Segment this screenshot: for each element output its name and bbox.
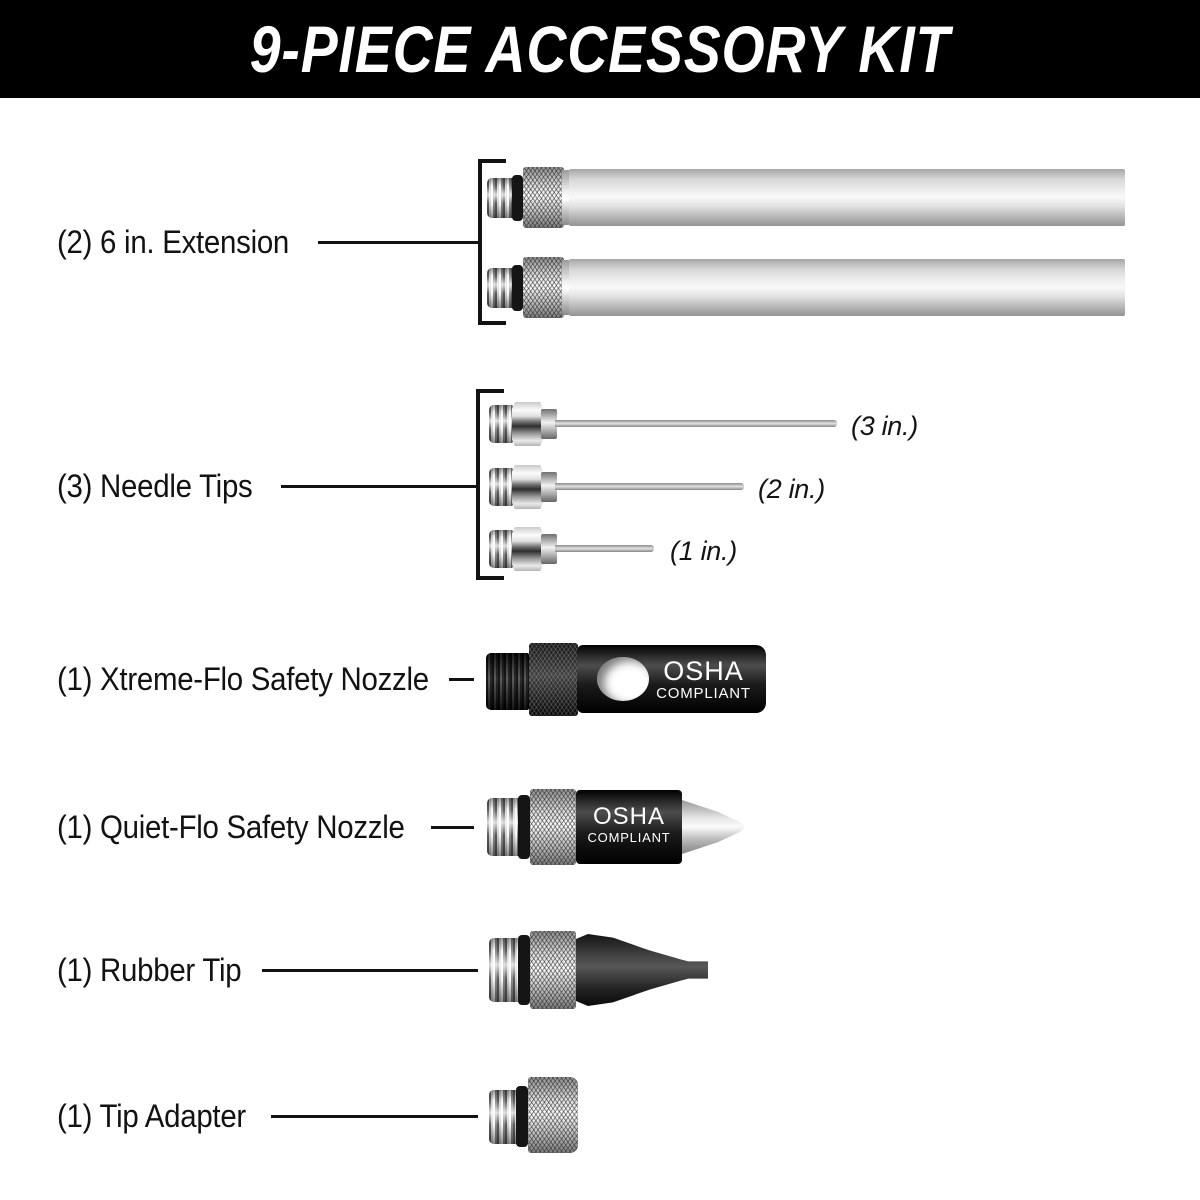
extension-1-o-ring bbox=[512, 175, 523, 221]
needle-3in-shaft bbox=[555, 420, 837, 427]
quiet-flo-osha-line1: OSHA bbox=[592, 803, 665, 830]
page-title: 9-PIECE ACCESSORY KIT bbox=[249, 12, 951, 86]
tip-adapter-label: (1) Tip Adapter bbox=[57, 1098, 246, 1134]
needle-tips-label: (3) Needle Tips bbox=[57, 468, 253, 504]
needle-1in-hex-nut bbox=[512, 527, 543, 571]
needle-3in-hex-nut bbox=[512, 402, 543, 446]
xtreme-flo-osha-line2: COMPLIANT bbox=[656, 685, 751, 702]
extension-1-thread-fitting bbox=[487, 178, 514, 218]
xtreme-flo-callout-line bbox=[449, 678, 474, 681]
xtreme-flo-thread-fitting bbox=[486, 653, 529, 710]
rubber-tip-cone bbox=[576, 934, 708, 1006]
xtreme-flo-osha-badge bbox=[646, 657, 761, 702]
needle-3in-thread-fitting bbox=[489, 405, 513, 443]
quiet-flo-osha-badge bbox=[578, 804, 680, 845]
extension-callout-line bbox=[318, 241, 478, 244]
rubber-tip-label: (1) Rubber Tip bbox=[57, 952, 242, 988]
header-banner bbox=[0, 0, 1200, 98]
quiet-flo-callout-line bbox=[431, 826, 474, 829]
needle-1in-shaft bbox=[555, 545, 654, 552]
needle-1in-size-note: (1 in.) bbox=[670, 536, 737, 566]
extension-1-tube-body bbox=[569, 169, 1125, 226]
extension-2-tube-body bbox=[569, 259, 1125, 316]
xtreme-flo-knurled-collar bbox=[529, 643, 578, 716]
extension-label: (2) 6 in. Extension bbox=[57, 224, 290, 260]
quiet-flo-cone-tip bbox=[682, 800, 744, 854]
quiet-flo-label: (1) Quiet-Flo Safety Nozzle bbox=[57, 809, 405, 845]
needle-1in-thread-fitting bbox=[489, 530, 513, 568]
xtreme-flo-label: (1) Xtreme-Flo Safety Nozzle bbox=[57, 661, 429, 697]
extension-2-knurled-collar bbox=[523, 257, 564, 318]
needle-3in-size-note: (3 in.) bbox=[851, 411, 918, 441]
needle-2in-thread-fitting bbox=[489, 468, 513, 506]
needle-2in-shaft bbox=[555, 483, 744, 490]
rubber-tip-callout-line bbox=[262, 969, 478, 972]
rubber-tip-thread-fitting bbox=[489, 938, 520, 1002]
needle-tips-callout-line bbox=[281, 485, 476, 488]
quiet-flo-osha-line2: COMPLIANT bbox=[587, 830, 671, 845]
extension-2-thread-fitting bbox=[487, 268, 514, 308]
tip-adapter-thread-fitting bbox=[489, 1090, 518, 1144]
tip-adapter-knurled-body bbox=[528, 1077, 578, 1153]
rubber-tip-knurled-collar bbox=[530, 931, 576, 1009]
quiet-flo-knurled-collar bbox=[530, 789, 576, 865]
extension-2-o-ring bbox=[512, 265, 523, 311]
xtreme-flo-side-hole bbox=[597, 657, 649, 701]
tip-adapter-o-ring bbox=[516, 1086, 528, 1147]
quiet-flo-thread-fitting bbox=[487, 798, 520, 856]
tip-adapter-callout-line bbox=[271, 1115, 478, 1118]
needle-2in-hex-nut bbox=[512, 465, 543, 509]
quiet-flo-o-ring bbox=[518, 795, 530, 859]
extension-1-knurled-collar bbox=[523, 167, 564, 228]
needle-2in-size-note: (2 in.) bbox=[758, 474, 825, 504]
rubber-tip-o-ring bbox=[518, 935, 530, 1005]
xtreme-flo-osha-line1: OSHA bbox=[663, 656, 744, 686]
